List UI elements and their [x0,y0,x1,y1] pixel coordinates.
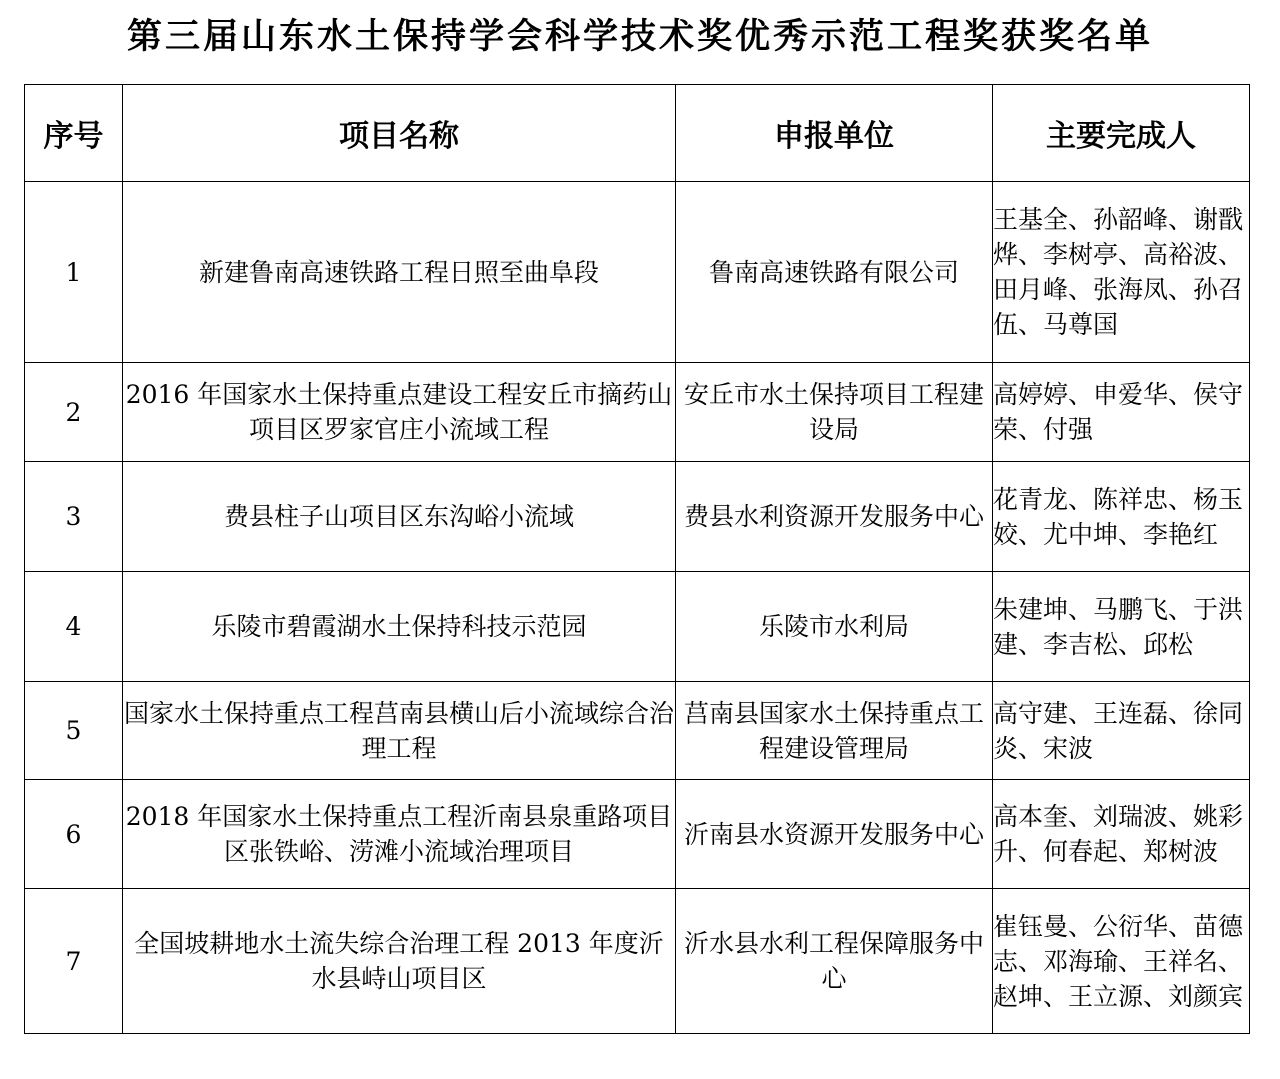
main-contributors: 王基全、孙韶峰、谢戬烨、李树亭、高裕波、田月峰、张海凤、孙召伍、马尊国 [993,182,1250,363]
project-name: 乐陵市碧霞湖水土保持科技示范园 [123,572,676,682]
main-contributors: 高婷婷、申爱华、侯守荣、付强 [993,363,1250,462]
main-contributors: 高守建、王连磊、徐同炎、宋波 [993,682,1250,780]
applicant-unit: 费县水利资源开发服务中心 [676,462,993,572]
row-number: 1 [25,182,123,363]
row-number: 6 [25,780,123,889]
project-name: 全国坡耕地水土流失综合治理工程 2013 年度沂水县峙山项目区 [123,889,676,1034]
main-contributors: 高本奎、刘瑞波、姚彩升、何春起、郑树波 [993,780,1250,889]
applicant-unit: 莒南县国家水土保持重点工程建设管理局 [676,682,993,780]
table-header-row [25,85,1250,182]
main-contributors: 崔钰曼、公衍华、苗德志、邓海瑜、王祥名、赵坤、王立源、刘颜宾 [993,889,1250,1034]
applicant-unit: 沂水县水利工程保障服务中心 [676,889,993,1034]
applicant-unit: 鲁南高速铁路有限公司 [676,182,993,363]
row-number: 5 [25,682,123,780]
header-applicant-unit: 申报单位 [676,85,993,182]
header-serial-number: 序号 [25,85,123,182]
page-title: 第三届山东水土保持学会科学技术奖优秀示范工程奖获奖名单 [126,17,1153,57]
applicant-unit: 沂南县水资源开发服务中心 [676,780,993,889]
table-row [25,780,1250,889]
row-number: 3 [25,462,123,572]
row-number: 2 [25,363,123,462]
header-project-name: 项目名称 [123,85,676,182]
project-name: 新建鲁南高速铁路工程日照至曲阜段 [123,182,676,363]
project-name: 2018 年国家水土保持重点工程沂南县泉重路项目区张铁峪、涝滩小流域治理项目 [123,780,676,889]
project-name: 费县柱子山项目区东沟峪小流域 [123,462,676,572]
main-contributors: 花青龙、陈祥忠、杨玉姣、尤中坤、李艳红 [993,462,1250,572]
row-number: 7 [25,889,123,1034]
applicant-unit: 安丘市水土保持项目工程建设局 [676,363,993,462]
main-contributors: 朱建坤、马鹏飞、于洪建、李吉松、邱松 [993,572,1250,682]
project-name: 国家水土保持重点工程莒南县横山后小流域综合治理工程 [123,682,676,780]
awards-table [24,84,1250,1034]
table-row [25,572,1250,682]
header-main-contributors: 主要完成人 [993,85,1250,182]
applicant-unit: 乐陵市水利局 [676,572,993,682]
table-row [25,462,1250,572]
table-row [25,682,1250,780]
table-row [25,182,1250,363]
table-row [25,363,1250,462]
row-number: 4 [25,572,123,682]
table-row [25,889,1250,1034]
project-name: 2016 年国家水土保持重点建设工程安丘市摘药山项目区罗家官庄小流域工程 [123,363,676,462]
